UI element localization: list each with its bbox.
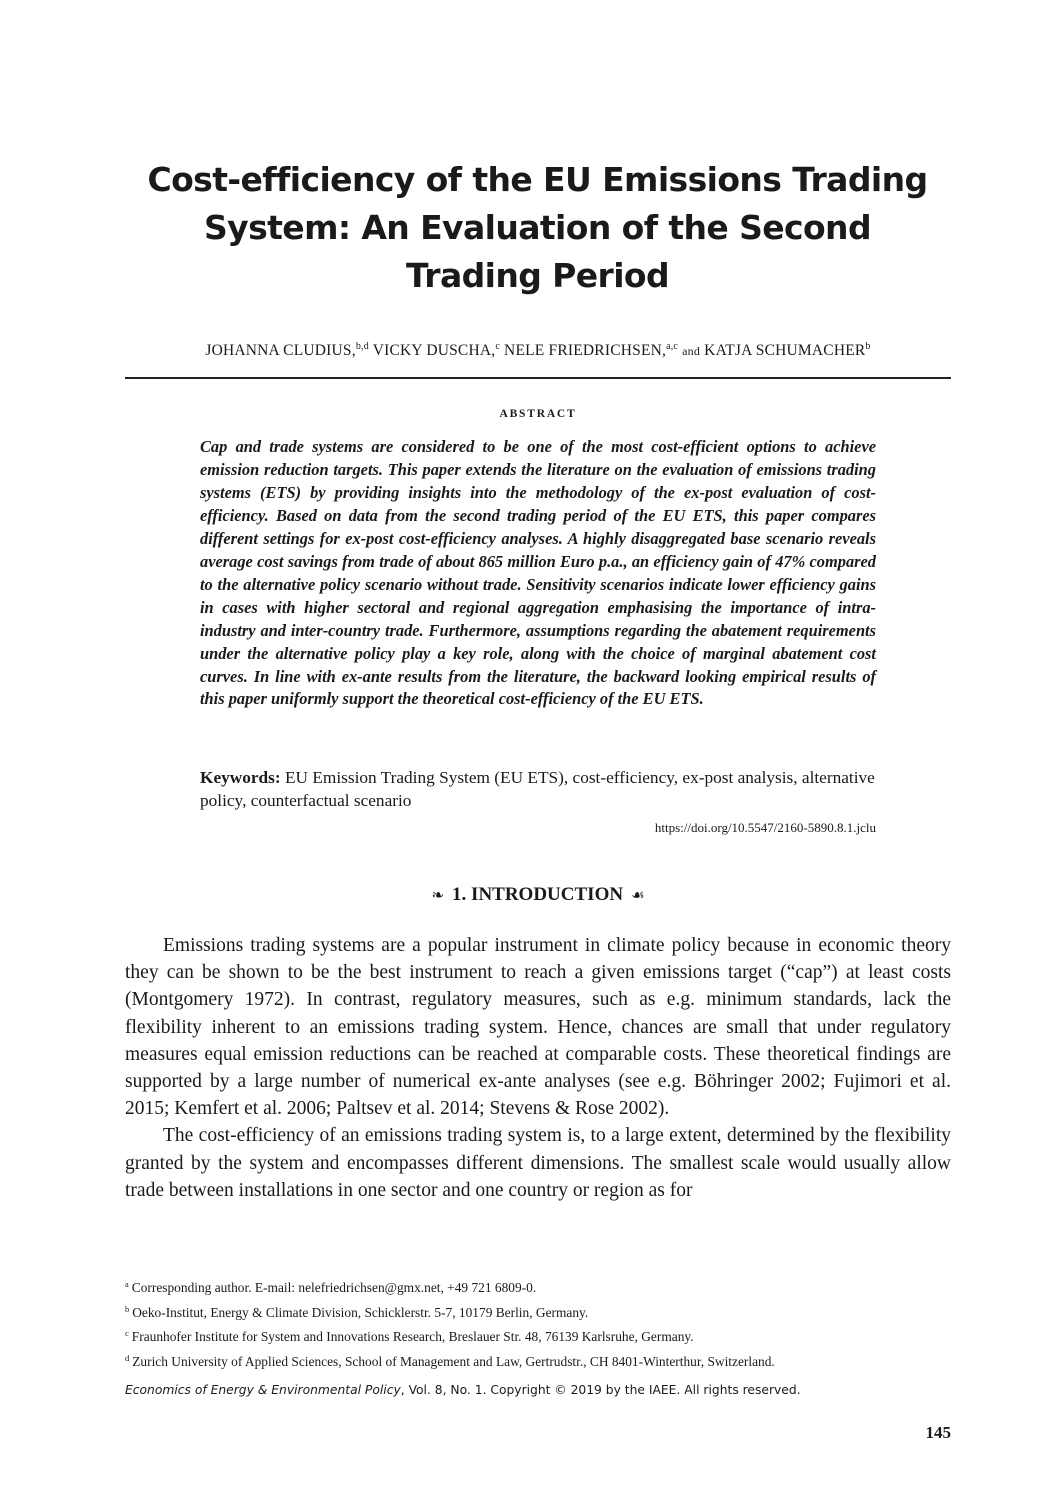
- footnote-text: Corresponding author. E-mail: nelefriedrichsen@gmx.net, +49 721 6809-0.: [131, 1280, 537, 1295]
- author-affiliation: b,d: [355, 341, 369, 352]
- section-heading: [125, 884, 951, 906]
- footnote: [125, 1274, 951, 1299]
- abstract-text: Cap and trade systems are considered to be one of the most cost-efficient options to achieve emission reduction targets. This paper extends the literature on the evaluation of emissions trading systems (ETS) by providing insights into the methodology of the ex-post evaluation of cost-efficiency. Based on data from the second trading period of the EU ETS, this paper compares different settings for ex-post cost-efficiency analyses. A highly disaggregated base scenario reveals average cost savings from trade of about 865 million Euro p.a., an efficiency gain of 47% compared to the alternative policy scenario without trade. Sensitivity scenarios indicate lower efficiency gains in cases with higher sectoral and regional aggregation emphasising the importance of intra-industry and inter-country trade. Furthermore, assumptions regarding the abatement requirements under the alternative policy play a key role, along with the choice of marginal abatement cost curves. In line with ex-ante results from the literature, the backward looking empirical results of this paper uniformly support the theoretical cost-efficiency of the EU ETS.: [200, 437, 876, 709]
- author-affiliation: c: [495, 341, 500, 352]
- paragraph: Emissions trading systems are a popular instrument in climate policy because in economic theory they can be shown to be the best instrument to reach a given emissions target (“cap”) at least costs (Montgomery 1972). In contrast, regulatory measures, such as e.g. minimum standards, lack the flexibility inherent to an emissions trading system. Hence, chances are small that under regulatory measures equal emission reductions can be reached at comparable costs. These theoretical findings are supported by a large number of numerical ex-ante analyses (see e.g. Böhringer 2002; Fujimori et al. 2015; Kemfert et al. 2006; Paltsev et al. 2014; Stevens & Rose 2002).: [125, 935, 951, 1120]
- keywords-text: EU Emission Trading System (EU ETS), cost-efficiency, ex-post analysis, alternative policy, counterfactual scenario: [200, 768, 875, 810]
- paragraph: The cost-efficiency of an emissions trading system is, to a large extent, determined by the flexibility granted by the system and encompasses different dimensions. The smallest scale would usually allow trade between installations in one sector and one country or region as for: [125, 1125, 951, 1201]
- author-affiliation: b: [865, 341, 871, 352]
- footnote-mark: d: [125, 1352, 130, 1363]
- journal-details: , Vol. 8, No. 1. Copyright © 2019 by the IAEE. All rights reserved.: [400, 1383, 801, 1397]
- keywords-label: Keywords:: [200, 768, 281, 787]
- footnotes: [125, 1274, 951, 1372]
- footnote: [125, 1299, 951, 1324]
- keywords: [200, 766, 876, 812]
- footnote: [125, 1348, 951, 1373]
- ornament-right-icon: ☙: [631, 888, 645, 904]
- footnote: [125, 1323, 951, 1348]
- footnote-mark: a: [125, 1279, 129, 1289]
- author-list: [125, 341, 951, 360]
- footnote-mark: b: [125, 1303, 130, 1314]
- paper-title: [120, 156, 955, 300]
- body-text: [125, 932, 951, 1204]
- author-name: VICKY DUSCHA,: [372, 342, 496, 359]
- doi-link[interactable]: https://doi.org/10.5547/2160-5890.8.1.jclu: [654, 820, 876, 835]
- journal-citation: [125, 1383, 801, 1397]
- abstract-heading: ABSTRACT: [499, 408, 577, 420]
- title-line-3: Trading Period: [405, 256, 669, 295]
- footnote-text: Oeko-Institut, Energy & Climate Division, Schicklerstr. 5-7, 10179 Berlin, Germany.: [132, 1304, 589, 1320]
- footnote-text: Fraunhofer Institute for System and Innovations Research, Breslauer Str. 48, 76139 Karlsruhe, Germany.: [131, 1329, 694, 1344]
- footnote-text: Zurich University of Applied Sciences, School of Management and Law, Gertrudstr., CH 8401-Winterthur, Switzerland.: [132, 1353, 775, 1369]
- title-line-2: System: An Evaluation of the Second: [204, 208, 871, 247]
- page-number: 145: [925, 1423, 951, 1442]
- author-name: NELE FRIEDRICHSEN,: [504, 342, 667, 359]
- footnote-mark: c: [125, 1328, 129, 1338]
- section-title: 1. INTRODUCTION: [452, 884, 624, 905]
- header-rule: [125, 377, 951, 379]
- author-name: KATJA SCHUMACHER: [704, 342, 866, 359]
- title-line-1: Cost-efficiency of the EU Emissions Trading: [147, 160, 928, 199]
- author-conjunction: and: [682, 344, 701, 358]
- author-name: JOHANNA CLUDIUS,: [205, 342, 356, 359]
- journal-name: Economics of Energy & Environmental Policy: [125, 1383, 401, 1397]
- ornament-left-icon: ❧: [431, 888, 445, 904]
- author-affiliation: a,c: [666, 341, 679, 352]
